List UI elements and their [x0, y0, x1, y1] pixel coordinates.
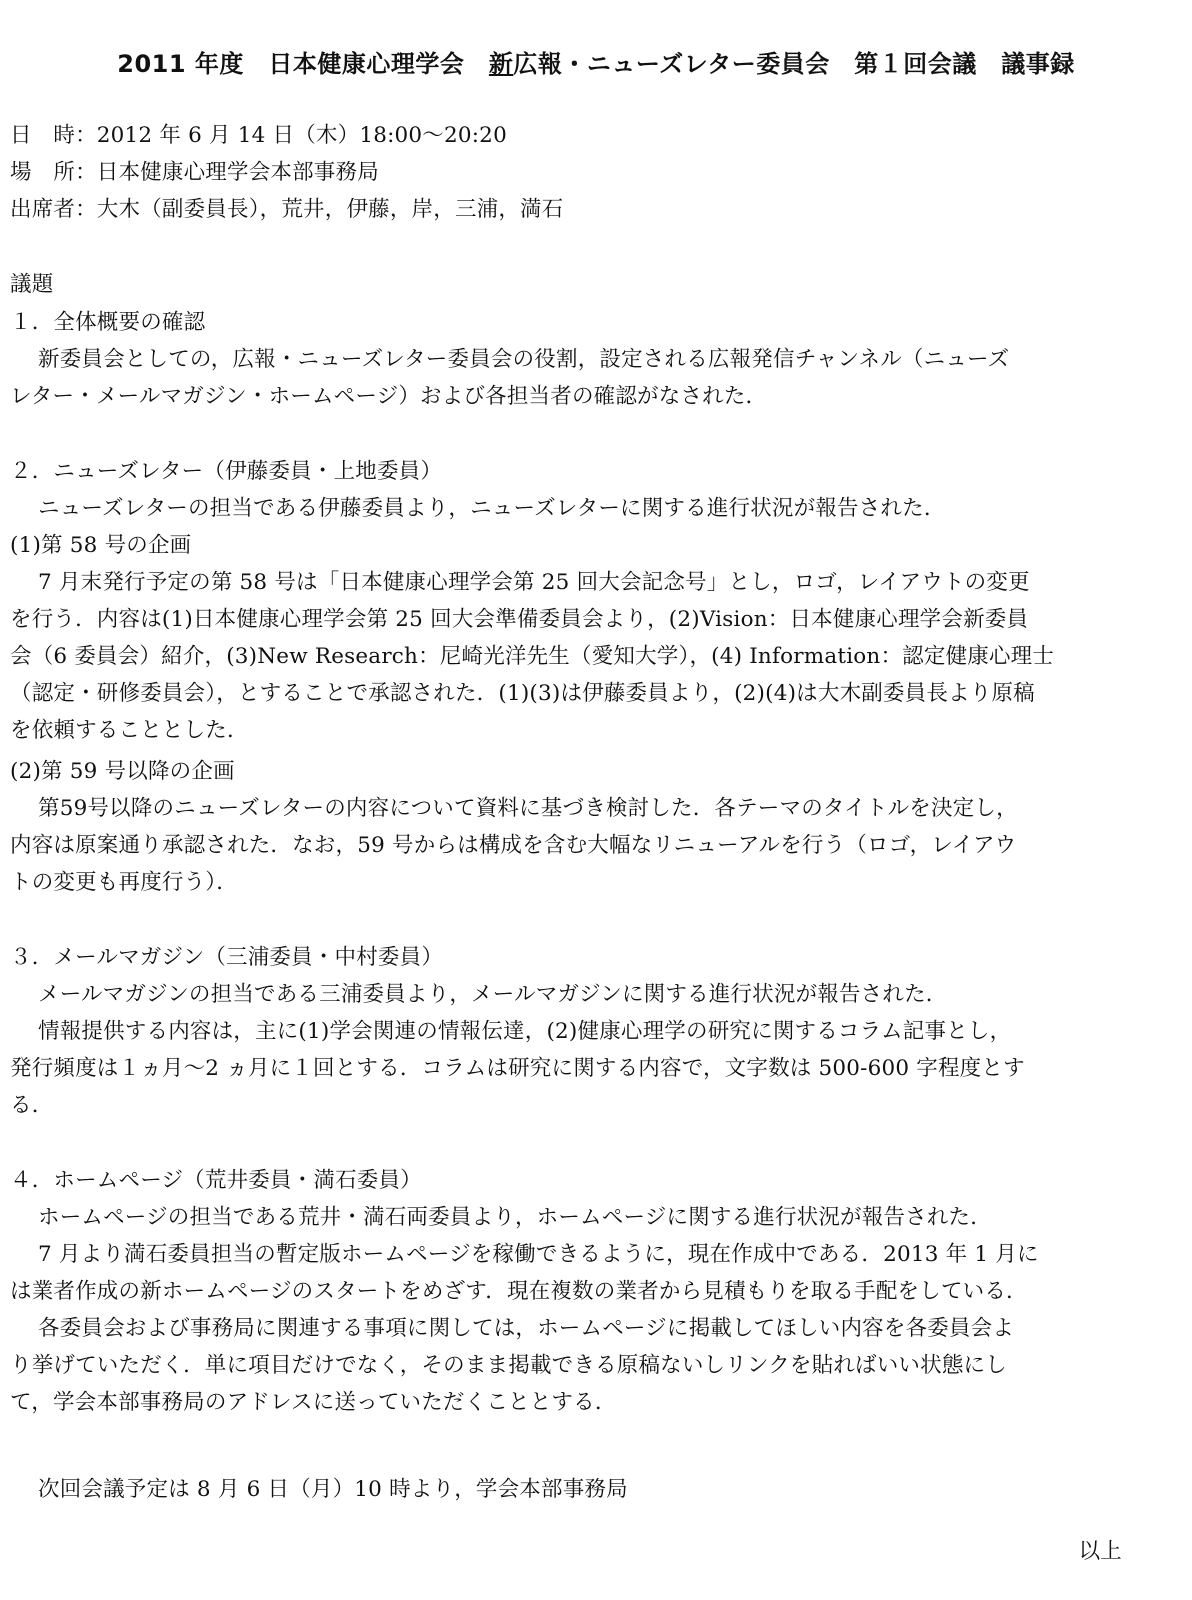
paragraph-line: メールマガジンの担当である三浦委員より，メールマガジンに関する進行状況が報告された．	[38, 982, 948, 1007]
paragraph-line: 内容は原案通り承認された．なお，59 号からは構成を含む大幅なリニューアルを行う（ロゴ，レイアウ	[10, 833, 1017, 858]
paragraph-line: ホームページの担当である荒井・満石両委員より，ホームページに関する進行状況が報告された．	[38, 1205, 992, 1230]
title-underlined-word: 新	[488, 50, 514, 78]
agenda-label: 議題	[10, 272, 54, 297]
paragraph-line: 各委員会および事務局に関連する事項に関しては，ホームページに掲載してほしい内容を各委員会よ	[38, 1316, 1015, 1341]
document-title	[0, 44, 1192, 79]
paragraph-line: 発行頻度は１ヵ月～2 ヵ月に１回とする．コラムは研究に関する内容で，文字数は 500-600 字程度とす	[10, 1056, 1025, 1081]
paragraph-line: る．	[10, 1093, 54, 1118]
paragraph-line: レター・メールマガジン・ホームページ）および各担当者の確認がなされた．	[10, 384, 768, 409]
section-heading: ３．メールマガジン（三浦委員・中村委員）	[10, 945, 444, 970]
meeting-place: 場 所：日本健康心理学会本部事務局	[10, 160, 379, 185]
paragraph-line: （認定・研修委員会），とすることで承認された．(1)(3)は伊藤委員より，(2)(4)は大木副委員長より原稿	[10, 681, 1035, 706]
paragraph-line: 情報提供する内容は，主に(1)学会関連の情報伝達，(2)健康心理学の研究に関するコラム記事とし，	[38, 1019, 1012, 1044]
subsection-heading: (2)第 59 号以降の企画	[10, 759, 235, 784]
section-heading: ２．ニューズレター（伊藤委員・上地委員）	[10, 459, 443, 484]
meeting-attendees: 出席者：大木（副委員長），荒井，伊藤，岸，三浦，満石	[10, 197, 564, 222]
paragraph-line: 7 月末発行予定の第 58 号は「日本健康心理学会第 25 回大会記念号」とし，ロゴ，レイアウトの変更	[38, 570, 1030, 595]
paragraph-line: て，学会本部事務局のアドレスに送っていただくこととする．	[10, 1390, 617, 1415]
title-suffix: 広報・ニューズレター委員会 第１回会議 議事録	[513, 50, 1075, 78]
paragraph-line: トの変更も再度行う）．	[10, 870, 238, 895]
paragraph-line: ニューズレターの担当である伊藤委員より，ニューズレターに関する進行状況が報告された．	[38, 496, 946, 521]
paragraph-line: 会（6 委員会）紹介，(3)New Research：尼崎光洋先生（愛知大学），(4) Information：認定健康心理士	[10, 644, 1055, 669]
closing-mark: 以上	[1078, 1539, 1122, 1564]
title-prefix: 2011 年度 日本健康心理学会	[117, 50, 489, 78]
paragraph-line: は業者作成の新ホームページのスタートをめざす．現在複数の業者から見積もりを取る手配をしている．	[10, 1279, 1028, 1304]
next-meeting: 次回会議予定は 8 月 6 日（月）10 時より，学会本部事務局	[38, 1477, 628, 1502]
section-heading: ４．ホームページ（荒井委員・満石委員）	[10, 1168, 422, 1193]
paragraph-line: 7 月より満石委員担当の暫定版ホームページを稼働できるように，現在作成中である．2013 年 1 月に	[38, 1242, 1039, 1267]
meeting-date: 日 時：2012 年 6 月 14 日（木）18:00～20:20	[10, 123, 507, 148]
paragraph-line: 第59号以降のニューズレターの内容について資料に基づき検討した．各テーマのタイトルを決定し，	[38, 796, 1018, 821]
paragraph-line: を依頼することとした．	[10, 718, 249, 743]
section-heading: １．全体概要の確認	[10, 310, 206, 335]
paragraph-line: 新委員会としての，広報・ニューズレター委員会の役割，設定される広報発信チャンネル（ニューズ	[38, 347, 1010, 372]
paragraph-line: を行う．内容は(1)日本健康心理学会第 25 回大会準備委員会より，(2)Vision：日本健康心理学会新委員	[10, 607, 1029, 632]
paragraph-line: り挙げていただく．単に項目だけでなく，そのまま掲載できる原稿ないしリンクを貼ればいい状態にし	[10, 1353, 1007, 1378]
subsection-heading: (1)第 58 号の企画	[10, 533, 192, 558]
